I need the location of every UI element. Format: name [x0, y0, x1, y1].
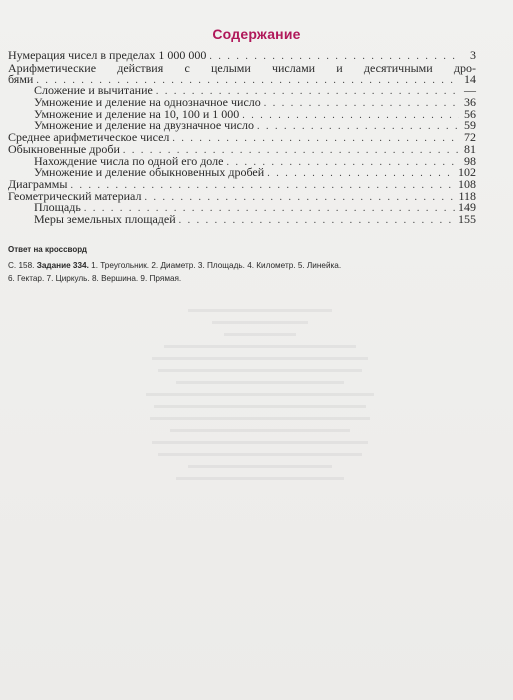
- toc-entry-label: Умножение и деление на 10, 100 и 1 000: [34, 106, 240, 121]
- bleed-through-text: [140, 300, 380, 640]
- toc-page-number: 59: [464, 118, 476, 133]
- toc-entry-label: Меры земельных площадей: [34, 211, 176, 226]
- toc-entry-label: Геометрический материал: [8, 188, 142, 203]
- toc-page-number: 81: [464, 141, 476, 156]
- answer-text: [8, 259, 476, 285]
- toc-page-number: 98: [464, 153, 476, 168]
- toc-entry-label: Площадь: [34, 200, 81, 215]
- toc-entry-label: Обыкновенные дроби: [8, 141, 120, 156]
- toc-entry: [8, 50, 476, 62]
- toc-entry-label: Нумерация чисел в пределах 1 000 000: [8, 48, 207, 62]
- toc-entry-label-cont: бями: [8, 71, 34, 86]
- toc-page-number: 36: [464, 95, 476, 110]
- toc-entry: [8, 62, 476, 86]
- table-of-contents: [8, 50, 476, 226]
- toc-entry-label: Умножение и деление на однозначное число: [34, 95, 261, 110]
- toc-entry-label: Умножение и деление обыкновенных дробей: [34, 165, 265, 180]
- toc-page-number: 3: [470, 48, 476, 62]
- toc-page-number: 72: [464, 130, 476, 145]
- toc-page-number: 56: [464, 106, 476, 121]
- toc-page-number: 108: [458, 176, 476, 191]
- toc-page-number: —: [464, 83, 476, 98]
- toc-entry-label: Среднее арифметическое чисел: [8, 130, 170, 145]
- leader-dots: [172, 133, 459, 145]
- toc-page-number: 155: [458, 211, 476, 226]
- toc-page-number: 14: [464, 71, 476, 86]
- toc-entry-label: Диаграммы: [8, 176, 68, 191]
- answer-line1: 1. Треугольник. 2. Диаметр. 3. Площадь. 4. Километр. 5. Линейка.: [91, 261, 342, 270]
- toc-entry-label: Умножение и деление на двузначное число: [34, 118, 254, 133]
- toc-page-number: 149: [458, 200, 476, 215]
- answer-task: Задание 334.: [36, 261, 89, 270]
- toc-page-number: 118: [458, 188, 476, 203]
- toc-entry: [8, 211, 476, 226]
- leader-dots: [242, 110, 459, 122]
- toc-entry-label: Нахождение числа по одной его доле: [34, 153, 224, 168]
- page-title: Содержание: [212, 26, 301, 42]
- leader-dots: [179, 215, 455, 227]
- toc-entry: [8, 167, 476, 179]
- answer-heading: Ответ на кроссворд: [8, 245, 87, 254]
- leader-dots: [267, 168, 455, 180]
- toc-entry-label: Арифметические действия с целыми числами и десятичными дро-: [8, 60, 476, 75]
- leader-dots: [264, 98, 459, 110]
- toc-page-number: 102: [458, 165, 476, 180]
- answer-ref: С. 158.: [8, 261, 35, 270]
- leader-dots: [257, 121, 459, 133]
- leader-dots: [144, 192, 455, 204]
- toc-entry-label: Сложение и вычитание: [34, 83, 153, 98]
- answer-line2: 6. Гектар. 7. Циркуль. 8. Вершина. 9. Прямая.: [8, 274, 182, 283]
